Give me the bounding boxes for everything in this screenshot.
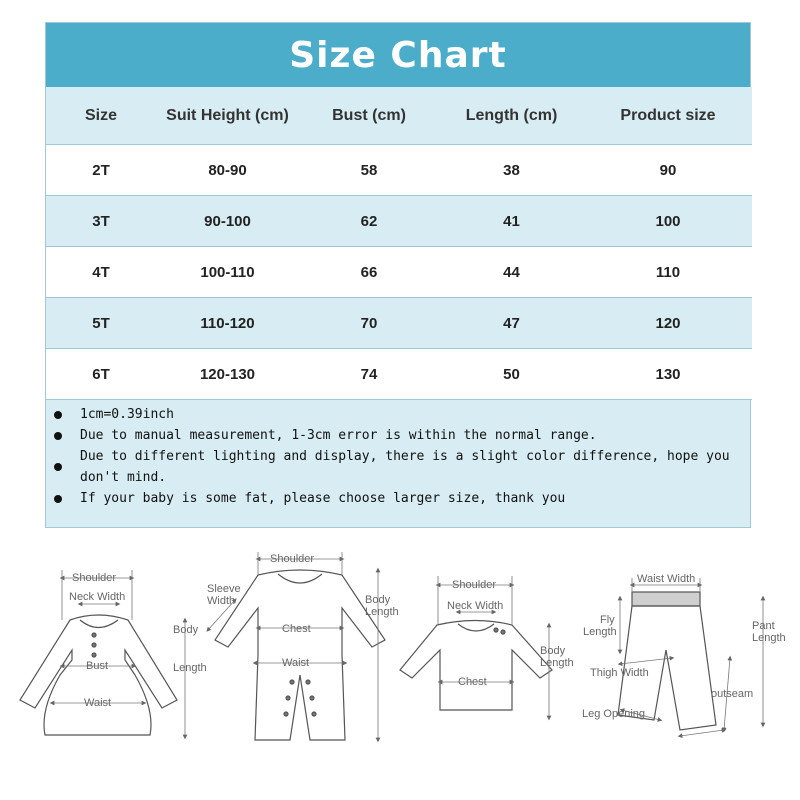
romper-sleeve-label-2: Width (207, 595, 236, 607)
top-chest-label: Chest (458, 676, 487, 688)
cell-suit-height: 90-100 (156, 196, 299, 247)
cell-bust: 74 (299, 349, 439, 400)
cell-suit-height: 120-130 (156, 349, 299, 400)
note-item (54, 488, 750, 509)
cell-size: 2T (46, 145, 156, 196)
cell-suit-height: 100-110 (156, 247, 299, 298)
header-bust: Bust (cm) (299, 87, 439, 145)
cell-length: 41 (439, 196, 584, 247)
romper-diagram (215, 570, 385, 740)
dress-outline (20, 615, 177, 735)
pants-fly-label-1: Fly (600, 614, 615, 626)
note-text: Due to manual measurement, 1-3cm error is within the normal range. (80, 428, 597, 443)
cell-product-size: 90 (584, 145, 752, 196)
table-row (46, 196, 752, 247)
cell-size: 4T (46, 247, 156, 298)
cell-bust: 58 (299, 145, 439, 196)
header-size: Size (46, 87, 156, 145)
note-text: If your baby is some fat, please choose larger size, thank you (80, 491, 566, 506)
cell-length: 44 (439, 247, 584, 298)
size-chart (45, 22, 751, 528)
dress-bust-label: Bust (86, 660, 109, 672)
romper-sleeve-label-1: Sleeve (207, 583, 241, 595)
cell-product-size: 100 (584, 196, 752, 247)
bullet-icon (54, 463, 62, 471)
top-body-label-2: Length (540, 657, 574, 669)
pants-length-label-2: Length (752, 632, 786, 644)
top-outline (400, 621, 552, 711)
dress-neck-label: Neck Width (69, 591, 126, 603)
pants-length-label-1: Pant (752, 620, 775, 632)
pants-outseam-label: outseam (711, 688, 754, 700)
bullet-icon (54, 432, 62, 440)
header-product-size: Product size (584, 87, 752, 145)
table-row (46, 247, 752, 298)
cell-size: 5T (46, 298, 156, 349)
cell-size: 3T (46, 196, 156, 247)
cell-product-size: 120 (584, 298, 752, 349)
cell-suit-height: 110-120 (156, 298, 299, 349)
note-text: 1cm=0.39inch (80, 407, 174, 422)
romper-body-label-2: Length (365, 606, 399, 618)
romper-outline (215, 570, 385, 740)
measurement-diagrams-svg (0, 540, 800, 760)
cell-length: 47 (439, 298, 584, 349)
note-text: Due to different lighting and display, there is a slight color difference, hope you don't mind. (80, 449, 730, 485)
bullet-icon (54, 495, 62, 503)
measurement-diagrams (0, 540, 800, 760)
dress-body-label-1: Body (173, 624, 199, 636)
table-row (46, 349, 752, 400)
cell-length: 38 (439, 145, 584, 196)
cell-product-size: 130 (584, 349, 752, 400)
notes-section (46, 400, 750, 527)
note-item (54, 404, 750, 425)
header-length: Length (cm) (439, 87, 584, 145)
dress-collar (80, 620, 118, 628)
bullet-icon (54, 411, 62, 419)
dress-diagram (20, 615, 177, 735)
cell-suit-height: 80-90 (156, 145, 299, 196)
romper-body-label-1: Body (365, 594, 391, 606)
note-item (54, 425, 750, 446)
cell-bust: 66 (299, 247, 439, 298)
cell-length: 50 (439, 349, 584, 400)
pants-waistband (632, 592, 700, 606)
romper-shoulder-label: Shoulder (270, 553, 315, 565)
dress-waist-label: Waist (84, 697, 112, 709)
dress-shoulder-label: Shoulder (72, 572, 117, 584)
size-table (46, 87, 752, 400)
table-row (46, 298, 752, 349)
romper-collar (278, 574, 322, 583)
table-row (46, 145, 752, 196)
romper-chest-label: Chest (282, 623, 311, 635)
cell-bust: 62 (299, 196, 439, 247)
cell-bust: 70 (299, 298, 439, 349)
cell-product-size: 110 (584, 247, 752, 298)
dress-body-label-2: Length (173, 662, 207, 674)
header-suit-height: Suit Height (cm) (156, 87, 299, 145)
top-neck-label: Neck Width (447, 600, 504, 612)
pants-thigh-label: Thigh Width (590, 667, 649, 679)
chart-title: Size Chart (46, 23, 750, 87)
pants-leg-opening-label: Leg Opening (582, 708, 645, 720)
romper-waist-label: Waist (282, 657, 310, 669)
table-header-row (46, 87, 752, 145)
top-diagram (400, 621, 552, 711)
pants-fly-label-2: Length (583, 626, 617, 638)
pants-waist-label: Waist Width (637, 573, 696, 585)
top-collar (458, 624, 494, 631)
top-body-label-1: Body (540, 645, 566, 657)
cell-size: 6T (46, 349, 156, 400)
note-item (54, 446, 750, 488)
top-shoulder-label: Shoulder (452, 579, 497, 591)
